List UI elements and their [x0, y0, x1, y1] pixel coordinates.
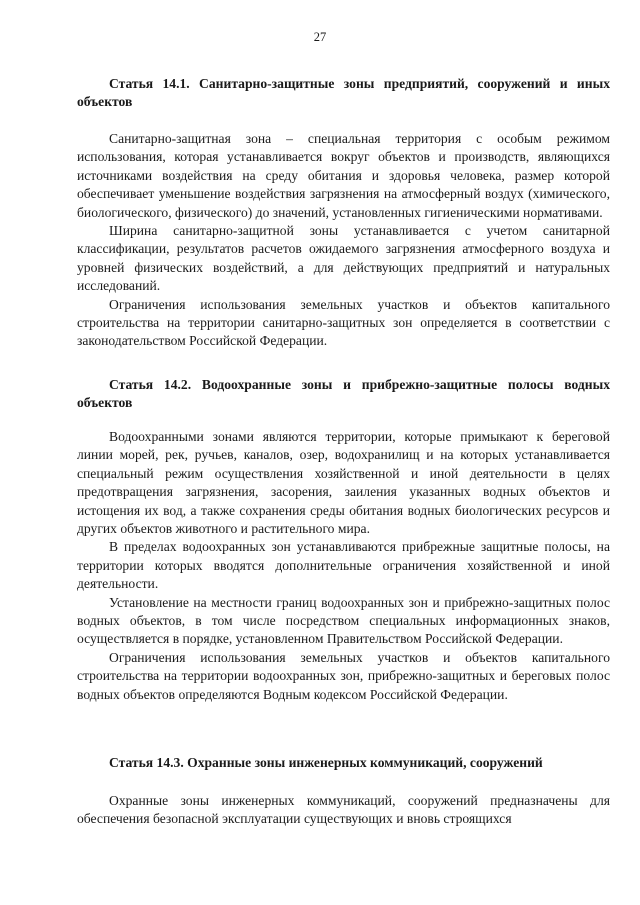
paragraph: Установление на местности границ водоохранных зон и прибрежно-защитных полос водных объектов, в том числе посредством специальных информационных знаков, осуществляется в порядке, установленном Правительством Российской Федерации. — [77, 594, 610, 647]
article-heading-14-2: Статья 14.2. Водоохранные зоны и прибрежно-защитные полосы водных объектов — [77, 377, 610, 411]
article-heading-14-3: Статья 14.3. Охранные зоны инженерных коммуникаций, сооружений — [109, 755, 543, 770]
paragraph: Водоохранными зонами являются территории, которые примыкают к береговой линии морей, рек, ручьев, каналов, озер, водохранилищ и на которых устанавливается специальный режим осуществления хозяйственной и иной деятельности в целях предотвращения загрязнения, засорения, заиления указанных водных объектов и истощения их вод, а также сохранения среды обитания водных биологических ресурсов и других объектов животного и растительного мира. — [77, 429, 610, 537]
article-body-14-3 — [77, 792, 610, 829]
paragraph: Ширина санитарно-защитной зоны устанавливается с учетом санитарной классификации, результатов расчетов ожидаемого загрязнения атмосферного воздуха и уровней физических воздействий, а для действующих предприятий и натуральных исследований. — [77, 223, 610, 294]
paragraph: Ограничения использования земельных участков и объектов капитального строительства на территории водоохранных зон, прибрежно-защитных и береговых полос водных объектов определяются Водным кодексом Российской Федерации. — [77, 649, 610, 702]
article-body-14-2 — [77, 428, 610, 704]
paragraph: Охранные зоны инженерных коммуникаций, сооружений предназначены для обеспечения безопасной эксплуатации существующих и вновь строящихся — [77, 793, 610, 827]
article-body-14-1 — [77, 130, 610, 351]
article-heading-14-1: Статья 14.1. Санитарно-защитные зоны предприятий, сооружений и иных объектов — [77, 76, 610, 110]
paragraph: В пределах водоохранных зон устанавливаются прибрежные защитные полосы, на территории которых вводятся дополнительные ограничения хозяйственной и иной деятельности. — [77, 539, 610, 592]
paragraph: Санитарно-защитная зона – специальная территория с особым режимом использования, которая устанавливается вокруг объектов и производств, являющихся источниками воздействия на среду обитания и здоровья человека, размер которой обеспечивает уменьшение воздействия загрязнения на атмосферный воздух (химического, биологического, физического) до значений, установленных гигиеническими нормативами. — [77, 131, 610, 220]
paragraph: Ограничения использования земельных участков и объектов капитального строительства на территории санитарно-защитных зон определяется в соответствии с законодательством Российской Федерации. — [77, 296, 610, 349]
page-number: 27 — [313, 30, 327, 44]
